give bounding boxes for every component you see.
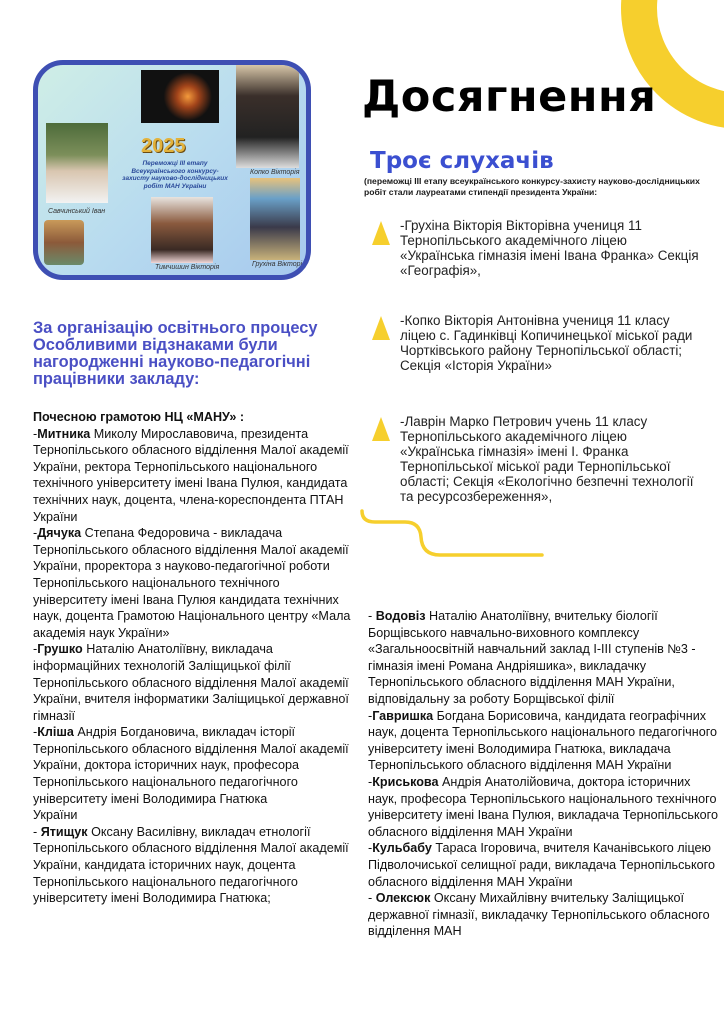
entry-prefix: - (368, 609, 376, 623)
staff-heading: За організацію освітнього процесу Особливими відзнаками були нагородженні науково-педагогічні працівники закладу: (33, 319, 318, 388)
award-entry (368, 890, 718, 940)
section-subtitle: Троє слухачів (370, 148, 554, 174)
photo-student-3 (151, 197, 213, 263)
triangle-bullet-icon (372, 221, 390, 245)
entry-prefix: - (33, 426, 38, 441)
entry-name: Кліша (37, 725, 74, 740)
triangle-bullet-icon (372, 417, 390, 441)
photo-student-2 (236, 65, 299, 168)
entry-name: Ятищук (40, 824, 88, 839)
entry-name: Гавришка (372, 708, 434, 723)
entry-text: Андрія Анатолійовича, доктора історичних наук, професора Тернопільського національного технічного університету імені Івана Пулюя, викладача Тернопільського обласного відділення МАН України (368, 774, 718, 839)
right-awards-list (368, 608, 718, 940)
award-entry (368, 708, 718, 774)
award-entry (33, 724, 355, 807)
entry-text: Миколу Мирославовича, президента Тернопільського обласного відділення Малої академії України, ректора Тернопільського національного технічного університету імені Івана Пулюя, кандидата технічних наук, доцента, члена-кореспондента ПТАН України (33, 426, 349, 524)
photo-student-1 (46, 123, 108, 203)
entry-text: Наталію Анатоліївну, викладача інформаційних технологій Заліщицької філії Тернопільського обласного відділення Малої академії України, вчителя інформатики Заліщицької державної гімназії (33, 642, 349, 723)
entry-prefix: - (33, 725, 38, 740)
triangle-bullet-icon (372, 316, 390, 340)
photo-caption: Копко Вікторія (250, 169, 300, 176)
photo-caption: Грухіна Вікторія (252, 261, 306, 268)
yellow-squiggle-decoration (362, 511, 542, 555)
photo-cosmos (141, 70, 219, 123)
entry-prefix: - (33, 526, 38, 541)
award-entry (33, 824, 355, 907)
entry-text: Тараса Ігоровича, вчителя Качанівського ліцею Підволочиської селищної ради, викладача Тернопільського обласного відділення МАН України (368, 841, 715, 889)
award-entry (33, 409, 355, 426)
entry-prefix: - (33, 642, 38, 657)
entry-name: Грушко (37, 642, 83, 657)
award-entry (33, 426, 355, 526)
photo-caption: Тимчишин Вікторія (155, 264, 220, 271)
page-title: Досягнення (362, 72, 657, 122)
entry-name: Олексюк (375, 891, 431, 906)
entry-prefix: - (368, 891, 376, 906)
photo-caption: Савчинський Іван (48, 208, 106, 215)
award-entry (368, 840, 718, 890)
entry-name: Криськова (372, 774, 439, 789)
collage-year: 2025 (141, 135, 186, 157)
entry-text: Степана Федоровича - викладача Тернопільського обласного відділення Малої академії України, проректора з науково-педагогічної роботи Тернопільського національного технічного університету імені Івана Пулюя кандидата технічних наук, доцента Грамотою Національного центру «Мала академія наук України» (33, 526, 351, 640)
collage-center-text: Переможці ІІІ етапу Всеукраїнського конкурсу-захисту науково-дослідницьких робіт МАН України (122, 160, 228, 190)
award-group-title: Почесною грамотою НЦ «МАНУ» : (33, 410, 245, 424)
entry-text: Наталію Анатоліївну, вчительку біології Борщівського навчально-виховного комплексу «Загальноосвітній навчальний заклад І-ІІІ ступенів №3 - гімназія імені Романа Андріяшика», викладачку Тернопільського обласного відділення МАН України, відповідальну за роботу Борщівської філії (368, 609, 696, 706)
award-entry (368, 608, 718, 708)
winner-item: -Копко Вікторія Антонівна учениця 11 класу ліцею с. Гадинківці Копичинецької міської ради Чортківського району Тернопільської області; Секція «Історія України» (400, 313, 693, 373)
left-awards-list (33, 409, 355, 907)
entry-prefix: - (368, 841, 373, 856)
entry-prefix: - (33, 824, 41, 839)
entry-name: Митника (37, 426, 91, 441)
entry-text: Оксану Василівну, викладач етнології Тернопільського обласного відділення Малої академії України, кандидата історичних наук, доцента Тернопільського національного педагогічного університету імені Володимира Гнатюка; (33, 824, 349, 906)
entry-prefix: - (368, 708, 373, 723)
photo-student-4 (250, 178, 300, 260)
winner-item: -Лаврін Марко Петрович учень 11 класу Тернопільського академічного ліцею «Українська гімназія» імені І. Франка Тернопільської міської ради Тернопільської області; Секція «Екологічно безпечні технології та ресурсозбереження», (400, 414, 694, 504)
entry-text: Оксану Михайлівну вчительку Заліщицької державної гімназії, викладачку Тернопільського обласного відділення МАН (368, 891, 710, 939)
entry-name: Дячука (37, 526, 82, 541)
entry-text: України (33, 808, 78, 823)
books-illustration (44, 220, 84, 265)
entry-text: Богдана Борисовича, кандидата географічних наук, доцента Тернопільського національного педагогічного університету імені Володимира Гнатюка, викладача Тернопільського обласного відділення МАН України (368, 708, 718, 773)
award-entry (33, 807, 355, 824)
entry-name: Водовіз (375, 609, 426, 623)
winner-item: -Грухіна Вікторія Вікторівна учениця 11 Тернопільського академічного ліцею «Українська гімназія імені Івана Франка» Секція «Географія», (400, 218, 699, 278)
award-entry (33, 641, 355, 724)
entry-text: Андрія Богдановича, викладач історії Тернопільського обласного відділення Малої академії України, доктора історичних наук, професора Тернопільського національного педагогічного університету імені Володимира Гнатюка (33, 725, 349, 806)
photo-collage (33, 60, 311, 280)
section-note: (переможці ІІІ етапу всеукраїнського конкурсу-захисту науково-дослідницьких робіт стали лауреатами стипендії президента України: (364, 176, 700, 197)
entry-name: Кульбабу (372, 841, 432, 856)
award-entry (33, 525, 355, 641)
award-entry (368, 774, 718, 840)
entry-prefix: - (368, 774, 373, 789)
